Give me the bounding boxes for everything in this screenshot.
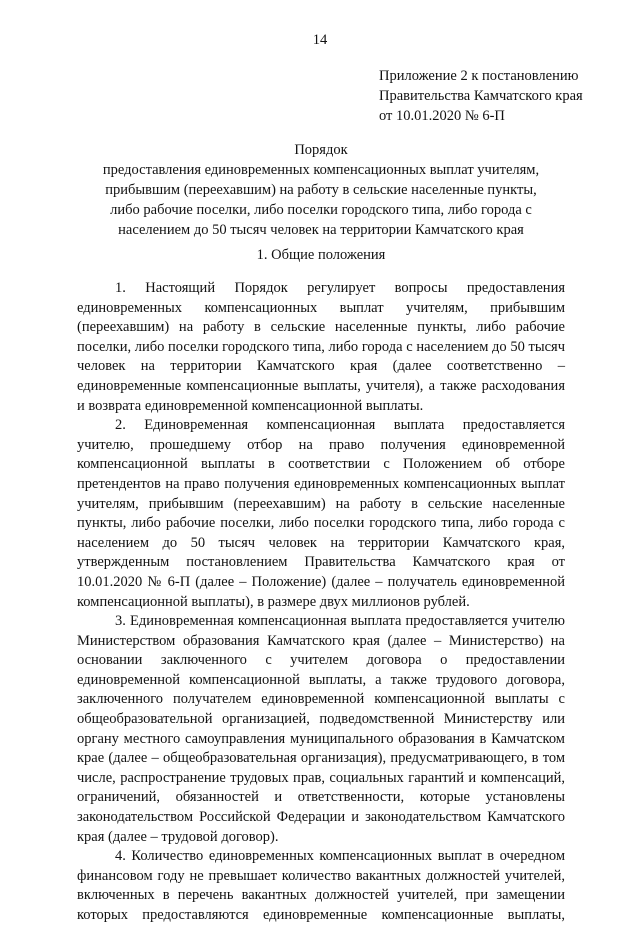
document-heading: [80, 140, 562, 240]
paragraph: 2. Единовременная компенсационная выплата предоставляется учителю, прошедшему отбор на право получения единовременной компенсационной выплаты в соответствии с Положением об отборе претендентов на право получения единовременных компенсационных выплат учителям, прибывшим (переехавшим) на работу в сельские населенные пункты, либо рабочие поселки, либо поселки городского типа, либо города с населением до 50 тысяч человек на территории Камчатского края, утвержденным постановлением Правительства Камчатского края от 10.01.2020 № 6-П (далее – Положение) (далее – получатель единовременной компенсационной выплаты), в размере двух миллионов рублей.: [77, 417, 565, 610]
document-title: Порядок: [294, 142, 348, 158]
section-title: 1. Общие положения: [256, 247, 386, 263]
paragraph: 3. Единовременная компенсационная выплата предоставляется учителю Министерством образования Камчатского края (далее – Министерство) на основании заключенного с учителем договора о предоставлении единовременной компенсационной выплаты, а также трудового договора, заключенного получателем единовременной компенсационной выплаты с общеобразовательной организацией, подведомственной Министерству или органу местного самоуправления муниципального образования в Камчатском крае (далее – общеобразовательная организация), предусматривающего, в том числе, распространение трудовых прав, социальных гарантий и компенсаций, ограничений, обязанностей и ответственности, которые установлены законодательством Российской Федерации и законодательством Камчатского края (далее – трудовой договор).: [77, 613, 565, 845]
paragraph: 4. Количество единовременных компенсационных выплат в очередном финансовом году не превышает количество вакантных должностей учителей, включенных в перечень вакантных должностей учителей, при замещении которых предоставляются единовременные компенсационные выплаты,: [77, 848, 565, 923]
heading-line: прибывшим (переехавшим) на работу в сельские населенные пункты,: [105, 182, 537, 198]
heading-line: либо рабочие поселки, либо поселки городского типа, либо города с: [110, 202, 532, 218]
appendix-line: Правительства Камчатского края: [379, 88, 583, 104]
paragraph: 1. Настоящий Порядок регулирует вопросы предоставления единовременных компенсационных выплат учителям, прибывшим (переехавшим) на работу в сельские населенные пункты, либо рабочие поселки, либо поселки городского типа, либо города с населением до 50 тысяч человек на территории Камчатского края (далее соответственно – единовременные компенсационные выплаты, учителя), а также расходования и возврата единовременной компенсационной выплаты.: [77, 280, 565, 414]
appendix-line: Приложение 2 к постановлению: [379, 68, 579, 84]
heading-line: предоставления единовременных компенсационных выплат учителям,: [102, 162, 540, 178]
page-number: 14: [312, 32, 328, 48]
appendix-line: от 10.01.2020 № 6-П: [379, 108, 505, 124]
heading-line: населением до 50 тысяч человек на территории Камчатского края: [118, 222, 524, 238]
appendix-block: [379, 66, 583, 126]
document-body: [77, 279, 565, 926]
